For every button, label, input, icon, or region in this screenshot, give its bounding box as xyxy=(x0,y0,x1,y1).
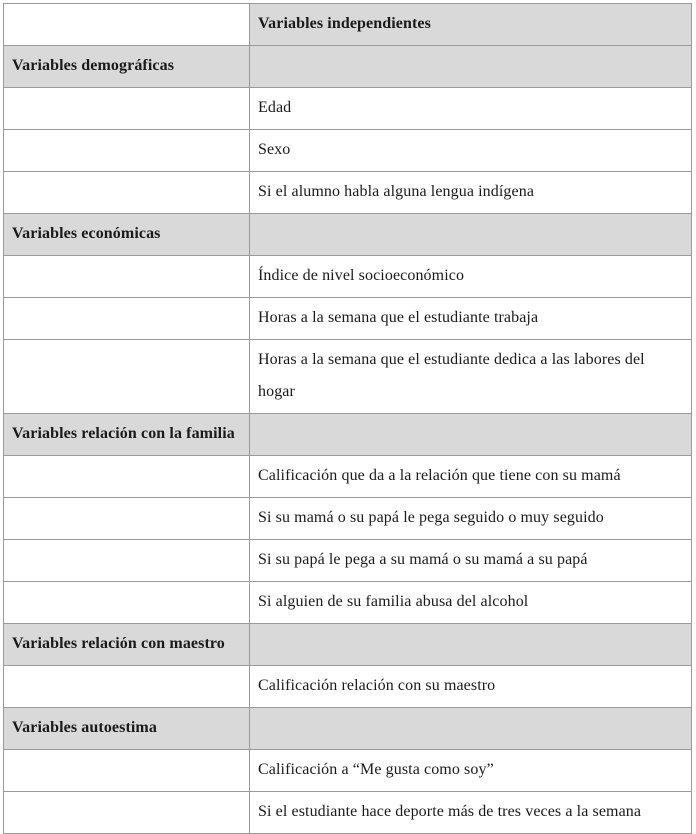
variables-table-body xyxy=(4,4,692,834)
variable-cell: Si su mamá o su papá le pega seguido o muy seguido xyxy=(250,498,692,540)
table-row xyxy=(4,456,692,498)
variable-cell: Horas a la semana que el estudiante trabaja xyxy=(250,298,692,340)
row-empty-cell xyxy=(4,172,250,214)
variable-cell: Calificación a “Me gusta como soy” xyxy=(250,750,692,792)
row-empty-cell xyxy=(4,456,250,498)
group-empty-cell xyxy=(250,414,692,456)
variable-cell: Índice de nivel socioeconómico xyxy=(250,256,692,298)
variable-cell: Si su papá le pega a su mamá o su mamá a su papá xyxy=(250,540,692,582)
group-title: Variables relación con la familia xyxy=(4,414,250,456)
variable-cell: Calificación que da a la relación que tiene con su mamá xyxy=(250,456,692,498)
table-row xyxy=(4,792,692,834)
table-header-row xyxy=(4,4,692,46)
table-row xyxy=(4,540,692,582)
table-row xyxy=(4,172,692,214)
group-header-row xyxy=(4,46,692,88)
header-empty-cell xyxy=(4,4,250,46)
row-empty-cell xyxy=(4,582,250,624)
row-empty-cell xyxy=(4,340,250,414)
row-empty-cell xyxy=(4,498,250,540)
group-empty-cell xyxy=(250,46,692,88)
group-title: Variables autoestima xyxy=(4,708,250,750)
group-header-row xyxy=(4,708,692,750)
row-empty-cell xyxy=(4,750,250,792)
group-title: Variables económicas xyxy=(4,214,250,256)
row-empty-cell xyxy=(4,666,250,708)
variables-table xyxy=(3,3,692,834)
group-header-row xyxy=(4,414,692,456)
row-empty-cell xyxy=(4,88,250,130)
variable-cell: Calificación relación con su maestro xyxy=(250,666,692,708)
table-row xyxy=(4,666,692,708)
variable-cell: Sexo xyxy=(250,130,692,172)
variable-cell: Si el estudiante hace deporte más de tres veces a la semana xyxy=(250,792,692,834)
group-header-row xyxy=(4,214,692,256)
row-empty-cell xyxy=(4,298,250,340)
table-row xyxy=(4,498,692,540)
row-empty-cell xyxy=(4,130,250,172)
row-empty-cell xyxy=(4,256,250,298)
group-title: Variables demográficas xyxy=(4,46,250,88)
group-empty-cell xyxy=(250,624,692,666)
column-header: Variables independientes xyxy=(250,4,692,46)
table-row xyxy=(4,88,692,130)
variable-cell: Si el alumno habla alguna lengua indígena xyxy=(250,172,692,214)
group-empty-cell xyxy=(250,214,692,256)
group-header-row xyxy=(4,624,692,666)
table-row xyxy=(4,582,692,624)
variable-cell: Edad xyxy=(250,88,692,130)
variables-table-container xyxy=(3,3,691,834)
table-row xyxy=(4,256,692,298)
row-empty-cell xyxy=(4,540,250,582)
table-row xyxy=(4,298,692,340)
variable-cell: Horas a la semana que el estudiante dedica a las labores del hogar xyxy=(250,340,692,414)
table-row xyxy=(4,130,692,172)
table-row xyxy=(4,340,692,414)
table-row xyxy=(4,750,692,792)
group-title: Variables relación con maestro xyxy=(4,624,250,666)
group-empty-cell xyxy=(250,708,692,750)
row-empty-cell xyxy=(4,792,250,834)
variable-cell: Si alguien de su familia abusa del alcohol xyxy=(250,582,692,624)
